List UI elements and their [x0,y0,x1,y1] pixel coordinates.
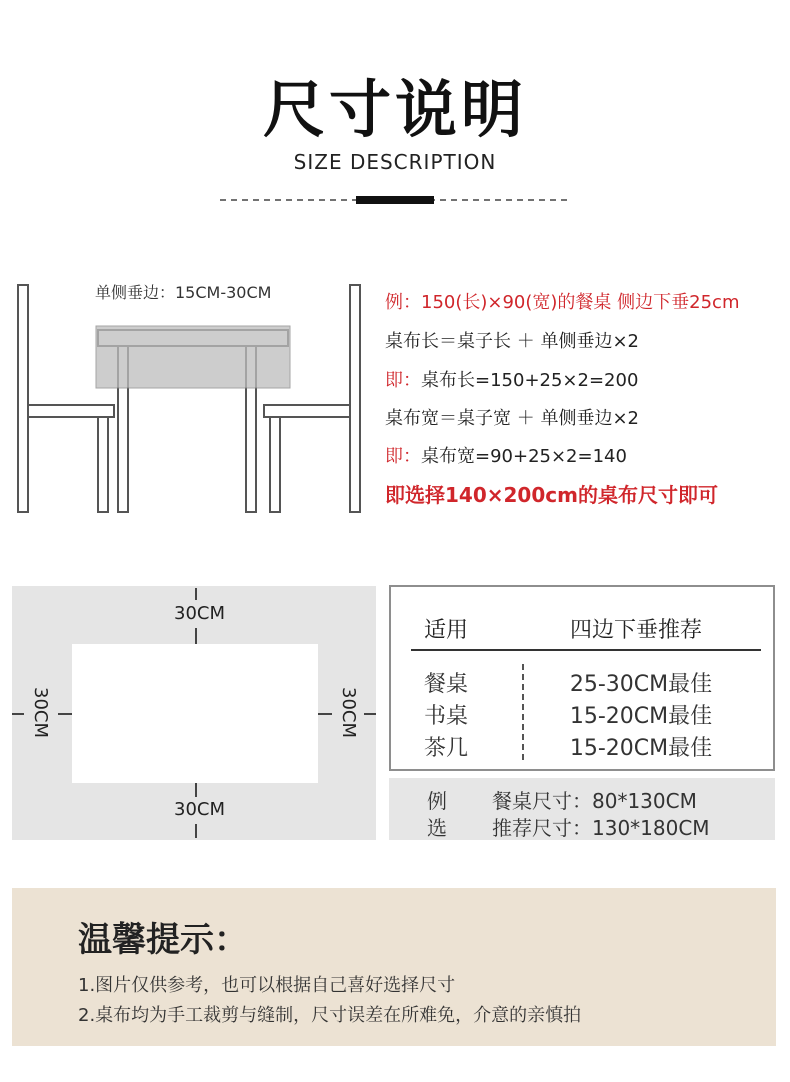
tip-item: 1.图片仅供参考，也可以根据自己喜好选择尺寸 [78,975,456,996]
tips-title: 温馨提示： [78,920,248,960]
width-calc-line [385,445,627,469]
select-char: 选 [427,816,447,840]
length-calc-line [385,369,638,393]
length-prefix: 即： [385,370,421,391]
dim-right-label: 30CM [338,686,360,739]
tablecloth-shape [96,326,290,388]
row-value: 15-20CM最佳 [569,704,713,729]
dim-left-label: 30CM [30,686,52,739]
tick-bottom-inner [195,783,197,797]
table-chairs-illustration [10,270,380,530]
row-type: 书桌 [424,704,469,729]
row-type: 餐桌 [424,672,469,697]
row-value: 15-20CM最佳 [569,736,713,761]
width-prefix: 即： [385,446,421,467]
example-line: 例：150(长)×90(宽)的餐桌 侧边下垂25cm [385,292,740,313]
table-size-text: 餐桌尺寸：80*130CM [492,789,697,813]
tick-left [12,713,24,715]
dim-top-label: 30CM [174,603,226,624]
tip-item: 2.桌布均为手工裁剪与缝制，尺寸误差在所难免，介意的亲慎拍 [78,1005,582,1026]
tick-bottom [195,824,197,838]
overhang-label: 单侧垂边：15CM-30CM [95,283,272,302]
col-header-use: 适用 [424,618,469,643]
row-type: 茶几 [424,736,469,761]
header-divider [0,190,790,210]
page-title: 尺寸说明 [262,73,527,146]
tick-right [364,713,376,715]
col-header-drop: 四边下垂推荐 [570,618,703,643]
width-rule: 桌布宽＝桌子宽 ＋ 单侧垂边×2 [385,408,639,429]
length-calc: 桌布长=150+25×2=200 [421,370,639,391]
tick-top-inner [195,628,197,644]
dim-bottom-label: 30CM [174,799,226,820]
width-calc: 桌布宽=90+25×2=140 [421,446,627,467]
row-value: 25-30CM最佳 [569,672,713,697]
example-char: 例 [427,789,447,813]
tabletop-area [72,644,318,783]
page-subtitle: SIZE DESCRIPTION [293,150,497,174]
table-header-rule [411,649,761,651]
tick-top [195,588,197,600]
formula-conclusion: 即选择140×200cm的桌布尺寸即可 [385,483,718,507]
tick-left-inner [58,713,72,715]
tick-right-inner [318,713,332,715]
length-rule: 桌布长＝桌子长 ＋ 单侧垂边×2 [385,331,639,352]
recommend-size-text: 推荐尺寸：130*180CM [492,816,710,840]
